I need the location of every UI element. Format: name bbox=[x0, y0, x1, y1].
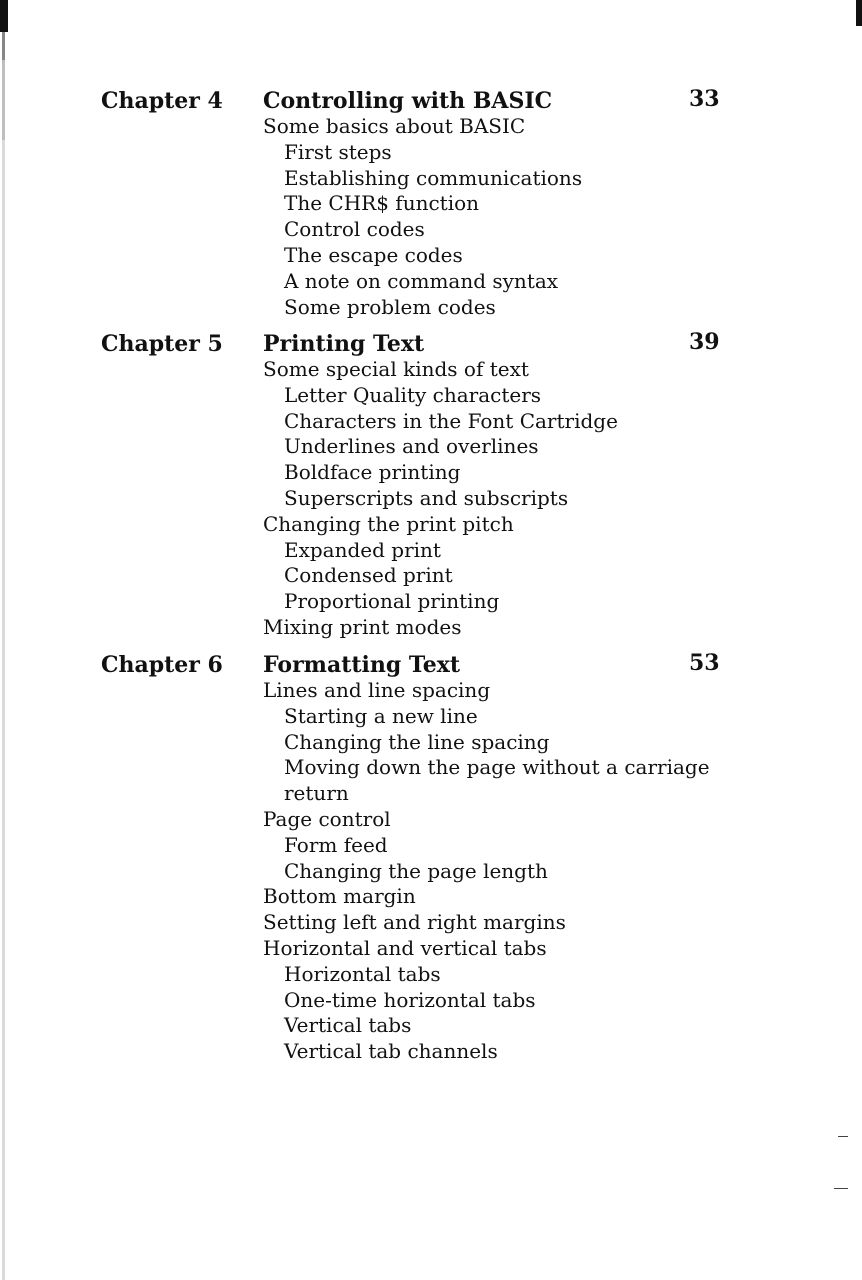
toc-entry: Lines and line spacing bbox=[263, 678, 491, 702]
toc-entry: Page control bbox=[263, 806, 391, 831]
chapter-label: Chapter 4 bbox=[101, 88, 223, 114]
toc-entry: Horizontal and vertical tabs bbox=[263, 935, 547, 960]
chapter-page-number: 53 bbox=[689, 650, 720, 676]
toc-subentry: Condensed print bbox=[284, 563, 453, 588]
toc-entry: Some special kinds of text bbox=[263, 357, 529, 381]
chapter-title: Printing Text bbox=[263, 331, 425, 357]
chapter-page-number: 39 bbox=[689, 329, 720, 355]
toc-subentry: Horizontal tabs bbox=[284, 961, 441, 986]
toc-subentry: First steps bbox=[284, 139, 392, 164]
toc-subentry: Form feed bbox=[284, 832, 388, 857]
toc-subentry: Boldface printing bbox=[284, 460, 461, 485]
chapter-label: Chapter 6 bbox=[101, 652, 223, 678]
toc-subentry: Letter Quality characters bbox=[284, 382, 542, 407]
toc-subentry: One-time horizontal tabs bbox=[284, 987, 536, 1012]
toc-subentry: Changing the page length bbox=[284, 858, 548, 883]
toc-entry: Some basics about BASIC bbox=[263, 114, 526, 138]
chapter-entries bbox=[263, 678, 733, 1065]
toc-entry: Setting left and right margins bbox=[263, 910, 566, 935]
chapter-page-number: 33 bbox=[689, 86, 720, 112]
toc-subentry: The escape codes bbox=[284, 242, 463, 267]
toc-subentry: Vertical tab channels bbox=[284, 1039, 498, 1064]
chapter-label: Chapter 5 bbox=[101, 331, 223, 357]
toc-subentry: Moving down the page without a carriage return bbox=[284, 755, 710, 806]
toc-subentry: Characters in the Font Cartridge bbox=[284, 408, 618, 433]
toc-subentry: Expanded print bbox=[284, 537, 441, 562]
chapter-entries bbox=[263, 114, 733, 320]
toc-subentry: Vertical tabs bbox=[284, 1013, 412, 1038]
toc-entry: Mixing print modes bbox=[263, 614, 462, 639]
toc-subentry: Some problem codes bbox=[284, 294, 496, 319]
scan-tick-mark bbox=[838, 1136, 848, 1137]
page-edge-shadow bbox=[2, 0, 5, 1280]
toc-subentry: A note on command syntax bbox=[284, 268, 559, 293]
toc-subentry: Starting a new line bbox=[284, 703, 478, 728]
toc-subentry: Control codes bbox=[284, 217, 425, 242]
chapter-entries bbox=[263, 357, 733, 641]
toc-subentry: Proportional printing bbox=[284, 589, 500, 614]
toc-entry: Bottom margin bbox=[263, 884, 416, 909]
scan-tick-mark bbox=[834, 1188, 848, 1189]
toc-subentry: Superscripts and subscripts bbox=[284, 485, 569, 510]
toc-subentry: Underlines and overlines bbox=[284, 434, 539, 459]
chapter-title: Controlling with BASIC bbox=[263, 88, 553, 114]
toc-subentry: Establishing communications bbox=[284, 165, 583, 190]
scan-mark-top-right bbox=[856, 0, 862, 26]
toc-subentry: Changing the line spacing bbox=[284, 729, 550, 754]
toc-entry: Changing the print pitch bbox=[263, 511, 514, 536]
scan-mark-top-left bbox=[0, 0, 8, 32]
toc-subentry: The CHR$ function bbox=[284, 191, 480, 216]
chapter-title: Formatting Text bbox=[263, 652, 461, 678]
